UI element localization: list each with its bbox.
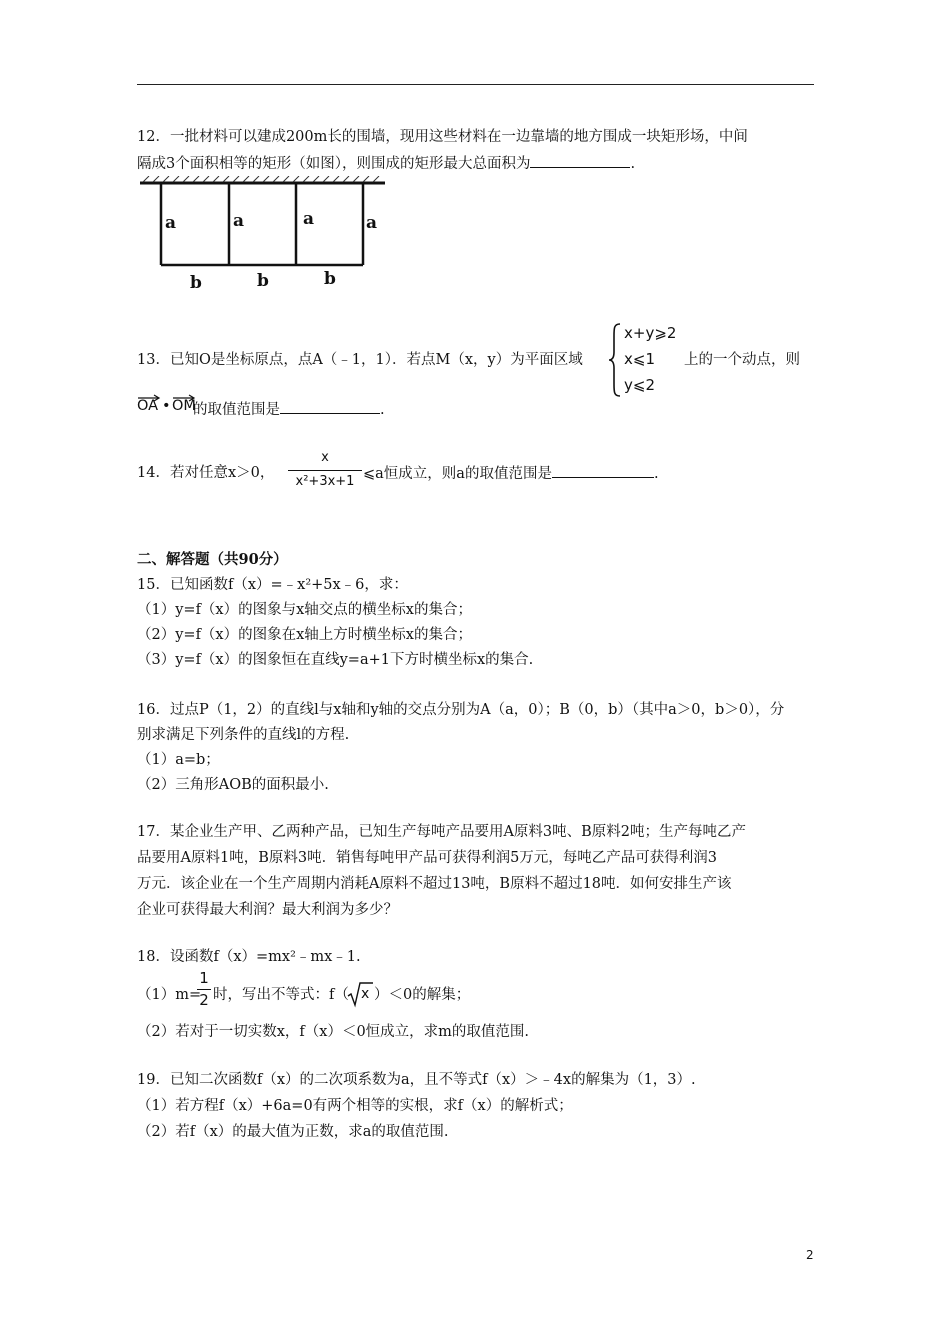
q18-part2: （2）若对于一切实数x，f（x）＜0恒成立，求m的取值范围. bbox=[137, 1024, 530, 1040]
q19-part1: （1）若方程f（x）+6a=0有两个相等的实根，求f（x）的解析式； bbox=[137, 1098, 573, 1114]
q14-answer-blank bbox=[552, 463, 654, 478]
q16-part1: （1）a=b； bbox=[137, 752, 220, 768]
q12-text: 隔成3个面积相等的矩形（如图），则围成的矩形最大总面积为 bbox=[137, 156, 531, 172]
q12-fence-figure bbox=[137, 176, 387, 300]
q17-line2: 品要用A原料1吨，B原料3吨．销售每吨甲产品可获得利润5万元，每吨乙产品可获得利润3 bbox=[137, 850, 718, 866]
q15-part3: （3）y=f（x）的图象恒在直线y=a+1下方时横坐标x的集合. bbox=[137, 652, 534, 668]
q15-stem: 15．已知函数f（x）=﹣x²+5x﹣6，求： bbox=[137, 577, 408, 593]
q18-frac-numerator: 1 bbox=[199, 969, 209, 987]
q16-part2: （2）三角形AOB的面积最小. bbox=[137, 777, 329, 793]
q19-part2: （2）若f（x）的最大值为正数，求a的取值范围. bbox=[137, 1124, 449, 1140]
vector-oa-label: OA bbox=[137, 398, 159, 414]
q15-part1: （1）y=f（x）的图象与x轴交点的横坐标x的集合； bbox=[137, 602, 472, 618]
q13-constraint-system bbox=[608, 322, 688, 398]
constraint-3: y⩽2 bbox=[624, 376, 655, 394]
label-b-2: b bbox=[257, 271, 269, 291]
q14-post bbox=[363, 463, 659, 484]
label-b-1: b bbox=[190, 273, 202, 293]
q13-period: . bbox=[380, 402, 385, 418]
q12-answer-blank bbox=[530, 153, 630, 168]
q17-line1: 17．某企业生产甲、乙两种产品，已知生产每吨产品要用A原料3吨、B原料2吨；生产每吨乙产 bbox=[137, 824, 747, 840]
q13-text: 的取值范围是 bbox=[193, 402, 280, 418]
constraint-2: x⩽1 bbox=[624, 350, 655, 368]
sqrt-variable: x bbox=[361, 986, 370, 1002]
q13-line1-b: 上的一个动点，则 bbox=[684, 352, 800, 368]
q12-period: . bbox=[630, 156, 636, 172]
sqrt-x bbox=[347, 980, 373, 1008]
q14-denominator: x²+3x+1 bbox=[295, 474, 355, 489]
q13-line2 bbox=[193, 399, 385, 420]
q19-stem: 19．已知二次函数f（x）的二次项系数为a，且不等式f（x）＞﹣4x的解集为（1，3）. bbox=[137, 1072, 696, 1088]
section-heading: 二、解答题（共90分） bbox=[137, 551, 288, 568]
q12-line1: 12．一批材料可以建成200m长的围墙，现用这些材料在一边靠墙的地方围成一块矩形场，中间 bbox=[137, 129, 748, 145]
q12-line2 bbox=[137, 153, 635, 174]
q18-part1-a: （1）m= bbox=[137, 987, 202, 1003]
constraint-1: x+y⩾2 bbox=[624, 324, 677, 342]
dot-product-symbol: • bbox=[162, 398, 171, 414]
vector-arrow-icon bbox=[137, 394, 161, 402]
q18-frac-denominator: 2 bbox=[199, 991, 209, 1009]
fence-diagram bbox=[137, 176, 387, 296]
label-b-3: b bbox=[324, 269, 336, 289]
q17-line4: 企业可获得最大利润？最大利润为多少？ bbox=[137, 902, 398, 918]
q17-line3: 万元．该企业在一个生产周期内消耗A原料不超过13吨，B原料不超过18吨．如何安排生产该 bbox=[137, 876, 732, 892]
q13-answer-blank bbox=[280, 399, 380, 414]
q13-line1-a: 13．已知O是坐标原点，点A（﹣1，1）．若点M（x，y）为平面区域 bbox=[137, 352, 583, 368]
vector-oa bbox=[137, 398, 158, 414]
label-a-3: a bbox=[303, 209, 315, 229]
q14-text: ⩽a恒成立，则a的取值范围是 bbox=[363, 466, 552, 482]
label-a-4: a bbox=[366, 213, 378, 233]
q16-line1: 16．过点P（1，2）的直线l与x轴和y轴的交点分别为A（a，0）；B（0，b）（其中a＞0，b＞0），分 bbox=[137, 702, 785, 718]
left-brace-icon bbox=[608, 322, 622, 398]
q14-pre: 14．若对任意x＞0， bbox=[137, 465, 275, 481]
fence-lines bbox=[161, 184, 363, 265]
wall-hatching bbox=[143, 176, 379, 182]
page-number: 2 bbox=[806, 1248, 814, 1262]
q15-part2: （2）y=f（x）的图象在x轴上方时横坐标x的集合； bbox=[137, 627, 472, 643]
q14-period: . bbox=[653, 466, 659, 482]
q14-numerator: x bbox=[321, 450, 329, 465]
q18-part1-b: 时，写出不等式：f（ bbox=[213, 987, 349, 1003]
q18-part1-c: ）＜0的解集； bbox=[374, 987, 471, 1003]
q18-stem: 18．设函数f（x）=mx²﹣mx﹣1. bbox=[137, 949, 361, 965]
label-a-2: a bbox=[233, 211, 245, 231]
q14-fraction-bar bbox=[288, 470, 362, 471]
label-a-1: a bbox=[165, 213, 177, 233]
header-rule bbox=[137, 84, 814, 85]
q16-line2: 别求满足下列条件的直线l的方程. bbox=[137, 727, 350, 743]
q18-fraction-bar bbox=[197, 989, 211, 990]
vector-om-label: OM bbox=[172, 398, 196, 414]
